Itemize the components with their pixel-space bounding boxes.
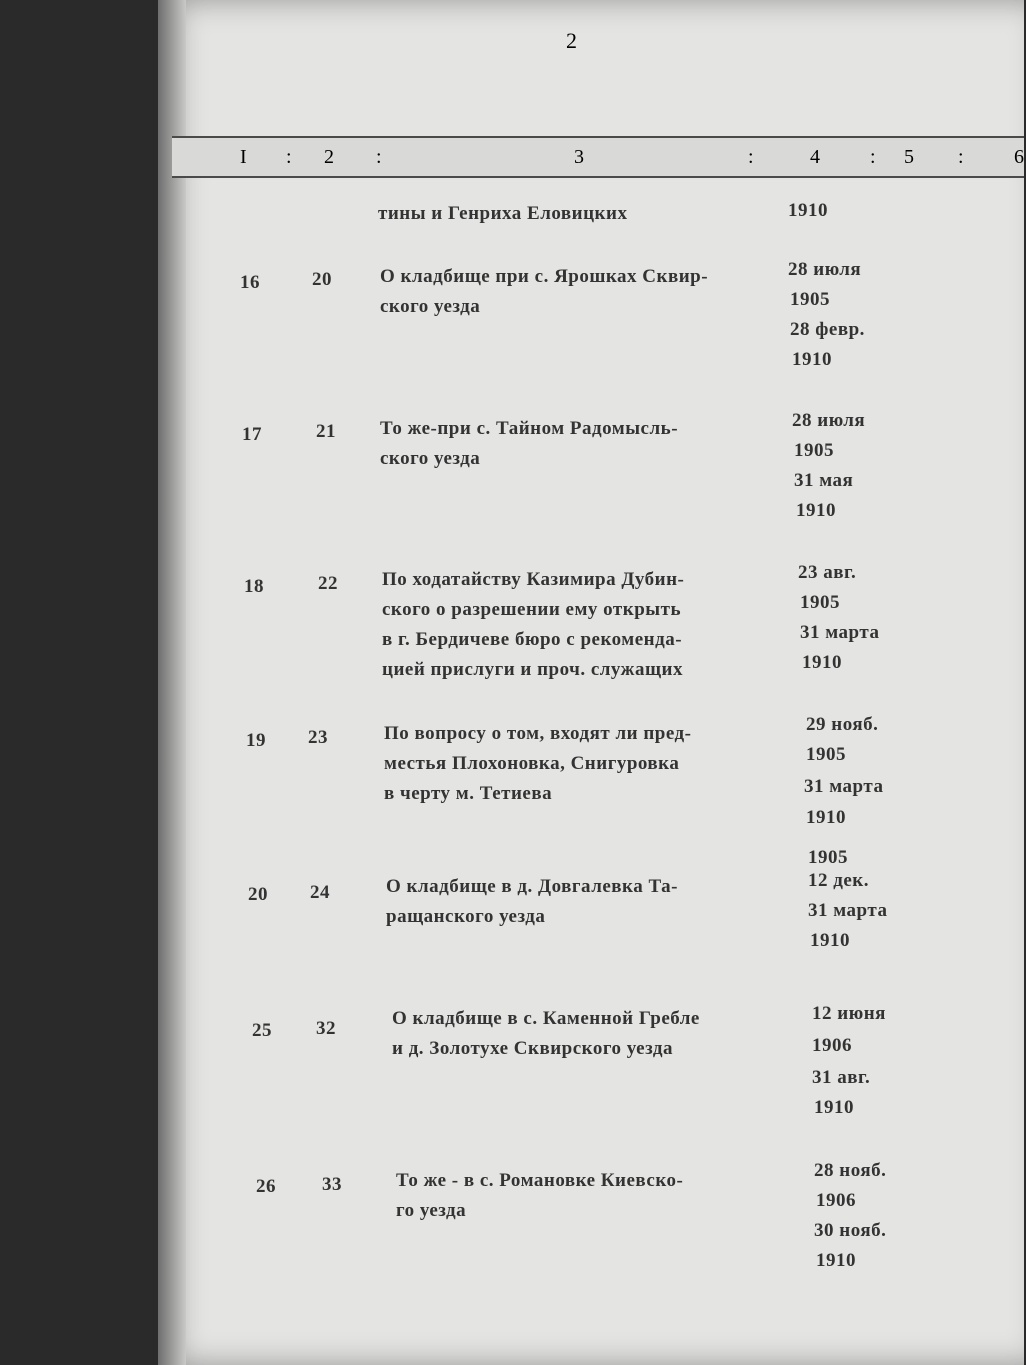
row-date: 31 марта <box>804 776 884 797</box>
continuation-desc-line: тины и Генриха Еловицких <box>378 203 628 224</box>
header-col-2: 2 <box>324 146 336 168</box>
row-date: 28 февр. <box>790 319 865 340</box>
file-number: 33 <box>322 1174 342 1195</box>
row-date: 12 дек. <box>808 870 869 891</box>
row-date: 1905 <box>800 592 840 613</box>
row-desc-line: го уезда <box>396 1200 467 1221</box>
book-spine <box>158 0 186 1365</box>
row-number: 18 <box>244 576 264 597</box>
row-number: 17 <box>242 424 262 445</box>
row-desc-line: То же - в с. Романовке Киевско- <box>396 1170 684 1191</box>
row-date: 1906 <box>816 1190 856 1211</box>
file-number: 20 <box>312 269 332 290</box>
file-number: 24 <box>310 882 330 903</box>
row-date: 12 июня <box>812 1003 886 1024</box>
header-col-6: 6 <box>1014 146 1026 168</box>
row-date: 28 июля <box>788 259 862 280</box>
row-desc-line: в черту м. Тетиева <box>384 783 553 804</box>
continuation-date: 1910 <box>788 200 828 221</box>
row-desc-line: То же-при с. Тайном Радомысль- <box>380 418 679 439</box>
row-desc-line: По ходатайству Казимира Дубин- <box>382 569 685 590</box>
row-date: 1910 <box>806 807 846 828</box>
row-desc-line: цией прислуги и проч. служащих <box>382 659 683 680</box>
row-date: 1906 <box>812 1035 852 1056</box>
row-desc-line: ского уезда <box>380 448 481 469</box>
header-sep-4: : <box>870 146 878 168</box>
header-col-5: 5 <box>904 146 916 168</box>
page-number: 2 <box>566 28 577 53</box>
column-header <box>172 136 1024 178</box>
row-date: 28 нояб. <box>814 1160 887 1181</box>
row-number: 16 <box>240 272 260 293</box>
row-number: 20 <box>248 884 268 905</box>
file-number: 21 <box>316 421 336 442</box>
row-desc-line: О кладбище в с. Каменной Гребле <box>392 1008 700 1029</box>
file-number: 22 <box>318 573 338 594</box>
row-desc-line: ского уезда <box>380 296 481 317</box>
row-desc-line: О кладбище при с. Ярошках Сквир- <box>380 266 709 287</box>
row-date: 1905 <box>794 440 834 461</box>
row-desc-line: По вопросу о том, входят ли пред- <box>384 723 692 744</box>
row-date: 1905 <box>806 744 846 765</box>
row-desc-line: местья Плохоновка, Снигуровка <box>384 753 680 774</box>
header-col-1: I <box>240 146 249 168</box>
row-date: 1910 <box>796 500 836 521</box>
row-number: 26 <box>256 1176 276 1197</box>
row-date: 1905 <box>808 847 848 868</box>
row-date: 31 марта <box>808 900 888 921</box>
row-number: 25 <box>252 1020 272 1041</box>
header-col-3: 3 <box>574 146 586 168</box>
row-desc-line: в г. Бердичеве бюро с рекоменда- <box>382 629 683 650</box>
row-date: 23 авг. <box>798 562 857 583</box>
row-date: 1910 <box>816 1250 856 1271</box>
row-date: 28 июля <box>792 410 866 431</box>
header-sep-2: : <box>376 146 384 168</box>
header-sep-3: : <box>748 146 756 168</box>
row-date: 1905 <box>790 289 830 310</box>
row-date: 31 марта <box>800 622 880 643</box>
row-desc-line: О кладбище в д. Довгалевка Та- <box>386 876 678 897</box>
header-sep-5: : <box>958 146 966 168</box>
row-desc-line: и д. Золотухе Сквирского уезда <box>392 1038 674 1059</box>
row-desc-line: ращанского уезда <box>386 906 546 927</box>
header-col-4: 4 <box>810 146 822 168</box>
row-date: 1910 <box>792 349 832 370</box>
header-sep-1: : <box>286 146 294 168</box>
row-date: 1910 <box>802 652 842 673</box>
row-date: 29 нояб. <box>806 714 879 735</box>
file-number: 23 <box>308 727 328 748</box>
row-date: 30 нояб. <box>814 1220 887 1241</box>
row-number: 19 <box>246 730 266 751</box>
row-desc-line: ского о разрешении ему открыть <box>382 599 681 620</box>
file-number: 32 <box>316 1018 336 1039</box>
row-date: 31 мая <box>794 470 854 491</box>
row-date: 1910 <box>810 930 850 951</box>
row-date: 1910 <box>814 1097 854 1118</box>
row-date: 31 авг. <box>812 1067 871 1088</box>
